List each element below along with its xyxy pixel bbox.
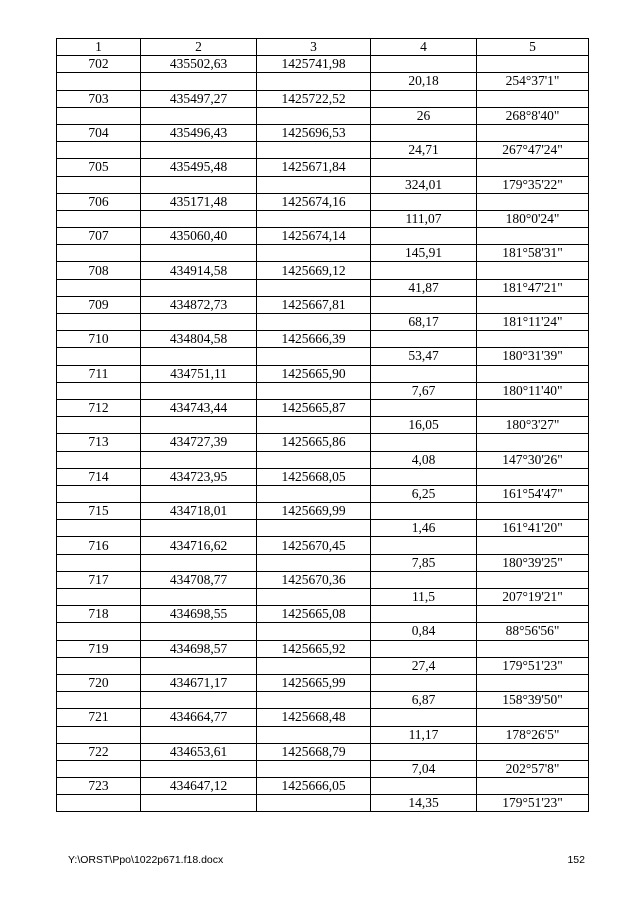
table-row	[57, 417, 589, 434]
table-cell: 161°41'20"	[477, 520, 589, 537]
table-cell: 68,17	[371, 314, 477, 331]
table-cell: 268°8'40"	[477, 107, 589, 124]
table-cell: 254°37'1"	[477, 73, 589, 90]
table-cell	[57, 73, 141, 90]
table-cell	[477, 56, 589, 73]
table-cell	[57, 279, 141, 296]
table-cell	[141, 107, 257, 124]
table-cell	[141, 657, 257, 674]
table-row	[57, 331, 589, 348]
table-row	[57, 537, 589, 554]
table-cell	[371, 365, 477, 382]
table-cell: 718	[57, 606, 141, 623]
table-cell	[477, 778, 589, 795]
table-cell: 1,46	[371, 520, 477, 537]
table-row	[57, 245, 589, 262]
table-cell: 6,87	[371, 692, 477, 709]
table-cell	[57, 520, 141, 537]
table-cell: 1425670,36	[257, 571, 371, 588]
table-cell	[477, 468, 589, 485]
table-cell: 434718,01	[141, 503, 257, 520]
table-row	[57, 365, 589, 382]
table-row	[57, 571, 589, 588]
table-cell	[141, 245, 257, 262]
table-cell	[57, 348, 141, 365]
table-cell: 715	[57, 503, 141, 520]
table-row	[57, 434, 589, 451]
table-cell: 434727,39	[141, 434, 257, 451]
table-row	[57, 228, 589, 245]
table-cell: 435171,48	[141, 193, 257, 210]
table-row	[57, 640, 589, 657]
table-cell	[477, 606, 589, 623]
table-cell	[257, 245, 371, 262]
table-cell	[477, 640, 589, 657]
table-cell: 1425665,08	[257, 606, 371, 623]
table-cell: 11,5	[371, 589, 477, 606]
table-cell: 179°35'22"	[477, 176, 589, 193]
table-row	[57, 468, 589, 485]
table-row	[57, 142, 589, 159]
table-row	[57, 709, 589, 726]
table-cell	[141, 314, 257, 331]
table-row	[57, 485, 589, 502]
table-cell: 434751,11	[141, 365, 257, 382]
footer-file-path: Y:\ORST\Ppo\1022p671.f18.docx	[68, 854, 224, 866]
table-cell: 434708,77	[141, 571, 257, 588]
table-cell	[141, 73, 257, 90]
table-cell: 1425665,87	[257, 399, 371, 416]
table-cell	[477, 331, 589, 348]
table-cell	[371, 778, 477, 795]
table-cell: 434804,58	[141, 331, 257, 348]
table-cell: 720	[57, 674, 141, 691]
table-cell: 324,01	[371, 176, 477, 193]
table-row	[57, 296, 589, 313]
table-row	[57, 503, 589, 520]
table-cell: 707	[57, 228, 141, 245]
table-cell	[57, 314, 141, 331]
table-cell: 434653,61	[141, 743, 257, 760]
table-cell	[477, 296, 589, 313]
table-cell	[477, 434, 589, 451]
table-row	[57, 692, 589, 709]
table-cell	[57, 554, 141, 571]
table-cell: 180°0'24"	[477, 210, 589, 227]
table-cell: 1425669,12	[257, 262, 371, 279]
table-cell: 181°58'31"	[477, 245, 589, 262]
table-cell	[371, 331, 477, 348]
table-cell: 7,67	[371, 382, 477, 399]
table-row	[57, 795, 589, 812]
table-cell	[141, 417, 257, 434]
table-cell	[477, 399, 589, 416]
table-cell: 147°30'26"	[477, 451, 589, 468]
table-cell	[477, 193, 589, 210]
table-row	[57, 314, 589, 331]
table-cell	[57, 176, 141, 193]
table-row	[57, 56, 589, 73]
table-row	[57, 124, 589, 141]
table-cell	[477, 571, 589, 588]
table-cell	[477, 365, 589, 382]
table-cell: 434664,77	[141, 709, 257, 726]
table-cell: 6,25	[371, 485, 477, 502]
table-cell	[57, 142, 141, 159]
table-cell	[371, 709, 477, 726]
table-row	[57, 399, 589, 416]
table-cell	[371, 434, 477, 451]
table-cell: 722	[57, 743, 141, 760]
table-cell: 710	[57, 331, 141, 348]
table-row	[57, 623, 589, 640]
table-row	[57, 73, 589, 90]
table-cell: 20,18	[371, 73, 477, 90]
table-cell	[257, 382, 371, 399]
table-cell	[371, 537, 477, 554]
table-cell: 1425665,86	[257, 434, 371, 451]
table-cell: 1425674,14	[257, 228, 371, 245]
table-cell: 1425668,48	[257, 709, 371, 726]
table-cell: 716	[57, 537, 141, 554]
table-row	[57, 726, 589, 743]
table-row	[57, 589, 589, 606]
table-cell: 180°11'40"	[477, 382, 589, 399]
table-cell	[477, 159, 589, 176]
table-cell	[257, 554, 371, 571]
table-cell: 179°51'23"	[477, 657, 589, 674]
table-row	[57, 743, 589, 760]
table-cell: 704	[57, 124, 141, 141]
table-cell	[257, 210, 371, 227]
table-cell	[257, 692, 371, 709]
table-cell: 717	[57, 571, 141, 588]
table-cell	[477, 228, 589, 245]
table-cell	[57, 107, 141, 124]
table-cell: 434872,73	[141, 296, 257, 313]
table-cell	[477, 503, 589, 520]
table-cell	[477, 537, 589, 554]
table-cell	[371, 606, 477, 623]
table-cell: 714	[57, 468, 141, 485]
table-row	[57, 210, 589, 227]
table-cell	[257, 485, 371, 502]
table-cell: 180°39'25"	[477, 554, 589, 571]
table-cell: 708	[57, 262, 141, 279]
table-cell: 41,87	[371, 279, 477, 296]
table-cell: 14,35	[371, 795, 477, 812]
table-cell	[371, 193, 477, 210]
table-cell	[257, 348, 371, 365]
table-cell	[371, 640, 477, 657]
table-row	[57, 606, 589, 623]
table-cell	[141, 279, 257, 296]
table-cell: 7,85	[371, 554, 477, 571]
table-cell	[141, 623, 257, 640]
table-cell	[57, 245, 141, 262]
table-cell: 1425665,92	[257, 640, 371, 657]
table-cell	[141, 795, 257, 812]
table-cell	[371, 90, 477, 107]
table-cell	[141, 382, 257, 399]
table-cell	[371, 262, 477, 279]
table-cell	[57, 417, 141, 434]
table-cell: 88°56'56"	[477, 623, 589, 640]
table-cell: 181°11'24"	[477, 314, 589, 331]
table-cell: 4,08	[371, 451, 477, 468]
table-cell	[371, 159, 477, 176]
header-cell: 5	[477, 39, 589, 56]
table-row	[57, 159, 589, 176]
table-row	[57, 554, 589, 571]
table-cell: 435497,27	[141, 90, 257, 107]
table-cell: 1425671,84	[257, 159, 371, 176]
table-cell: 709	[57, 296, 141, 313]
table-row	[57, 193, 589, 210]
table-row	[57, 520, 589, 537]
table-cell: 434647,12	[141, 778, 257, 795]
table-cell	[141, 451, 257, 468]
table-row	[57, 262, 589, 279]
table-cell	[141, 554, 257, 571]
table-row	[57, 657, 589, 674]
table-row	[57, 279, 589, 296]
table-cell	[257, 176, 371, 193]
table-cell	[257, 142, 371, 159]
table-cell	[477, 674, 589, 691]
table-cell: 158°39'50"	[477, 692, 589, 709]
table-cell	[141, 520, 257, 537]
table-row	[57, 451, 589, 468]
table-cell: 1425670,45	[257, 537, 371, 554]
table-cell	[57, 623, 141, 640]
table-cell	[257, 520, 371, 537]
table-cell: 435502,63	[141, 56, 257, 73]
table-cell: 702	[57, 56, 141, 73]
table-cell: 178°26'5"	[477, 726, 589, 743]
table-cell: 1425666,39	[257, 331, 371, 348]
table-cell	[57, 726, 141, 743]
table-row	[57, 382, 589, 399]
table-cell: 712	[57, 399, 141, 416]
table-cell	[371, 228, 477, 245]
table-cell: 145,91	[371, 245, 477, 262]
table-cell: 711	[57, 365, 141, 382]
table-cell	[257, 623, 371, 640]
footer-page-number: 152	[567, 854, 585, 866]
table-cell: 27,4	[371, 657, 477, 674]
table-cell	[141, 485, 257, 502]
table-cell	[257, 760, 371, 777]
table-cell: 1425665,90	[257, 365, 371, 382]
table-cell: 179°51'23"	[477, 795, 589, 812]
table-cell: 434698,55	[141, 606, 257, 623]
table-cell	[257, 314, 371, 331]
table-cell	[141, 176, 257, 193]
table-cell: 24,71	[371, 142, 477, 159]
table-cell: 161°54'47"	[477, 485, 589, 502]
table-cell	[371, 674, 477, 691]
table-cell	[57, 210, 141, 227]
table-cell: 26	[371, 107, 477, 124]
table-row	[57, 90, 589, 107]
table-cell: 1425667,81	[257, 296, 371, 313]
table-cell: 434716,62	[141, 537, 257, 554]
table-cell: 7,04	[371, 760, 477, 777]
table-cell	[141, 692, 257, 709]
table-cell	[141, 210, 257, 227]
table-cell	[57, 451, 141, 468]
table-cell: 706	[57, 193, 141, 210]
table-cell: 434671,17	[141, 674, 257, 691]
table-row	[57, 778, 589, 795]
table-cell: 1425668,05	[257, 468, 371, 485]
table-cell: 16,05	[371, 417, 477, 434]
table-cell	[257, 589, 371, 606]
table-cell	[257, 726, 371, 743]
table-cell	[371, 743, 477, 760]
table-cell: 180°3'27"	[477, 417, 589, 434]
table-cell: 1425669,99	[257, 503, 371, 520]
header-cell: 1	[57, 39, 141, 56]
table-cell: 723	[57, 778, 141, 795]
table-row	[57, 760, 589, 777]
table-cell: 434914,58	[141, 262, 257, 279]
table-cell: 1425696,53	[257, 124, 371, 141]
table-cell	[371, 56, 477, 73]
table-cell	[141, 348, 257, 365]
table-cell: 713	[57, 434, 141, 451]
table-row	[57, 107, 589, 124]
table-cell: 703	[57, 90, 141, 107]
table-cell	[257, 451, 371, 468]
table-cell: 202°57'8"	[477, 760, 589, 777]
table-cell	[477, 743, 589, 760]
header-cell: 3	[257, 39, 371, 56]
table-cell: 434723,95	[141, 468, 257, 485]
table-cell	[477, 124, 589, 141]
table-row	[57, 176, 589, 193]
table-cell: 181°47'21"	[477, 279, 589, 296]
table-cell	[477, 709, 589, 726]
table-cell	[57, 692, 141, 709]
table-cell	[141, 760, 257, 777]
header-row	[57, 39, 589, 56]
table-cell: 719	[57, 640, 141, 657]
table-row	[57, 674, 589, 691]
table-cell	[141, 589, 257, 606]
table-cell: 1425665,99	[257, 674, 371, 691]
table-cell	[57, 485, 141, 502]
table-cell	[371, 124, 477, 141]
table-cell	[371, 296, 477, 313]
coordinates-table	[56, 38, 589, 812]
table-cell	[57, 382, 141, 399]
table-cell: 53,47	[371, 348, 477, 365]
table-cell	[371, 571, 477, 588]
table-cell	[257, 795, 371, 812]
table-cell: 435060,40	[141, 228, 257, 245]
table-cell	[57, 760, 141, 777]
table-cell	[257, 657, 371, 674]
table-cell	[257, 107, 371, 124]
table-cell	[57, 657, 141, 674]
table-cell	[141, 142, 257, 159]
table-cell	[371, 468, 477, 485]
table-cell: 111,07	[371, 210, 477, 227]
table-cell: 1425674,16	[257, 193, 371, 210]
table-cell	[141, 726, 257, 743]
header-cell: 4	[371, 39, 477, 56]
table-cell: 1425722,52	[257, 90, 371, 107]
header-cell: 2	[141, 39, 257, 56]
table-cell: 0,84	[371, 623, 477, 640]
table-cell	[57, 589, 141, 606]
table-cell	[371, 399, 477, 416]
table-cell	[257, 417, 371, 434]
table-cell	[477, 90, 589, 107]
table-cell: 1425668,79	[257, 743, 371, 760]
table-cell	[257, 279, 371, 296]
table-row	[57, 348, 589, 365]
table-cell	[371, 503, 477, 520]
table-cell: 435496,43	[141, 124, 257, 141]
table-cell: 1425741,98	[257, 56, 371, 73]
table-cell: 1425666,05	[257, 778, 371, 795]
table-cell: 207°19'21"	[477, 589, 589, 606]
table-cell: 180°31'39"	[477, 348, 589, 365]
table-cell: 11,17	[371, 726, 477, 743]
table-cell: 721	[57, 709, 141, 726]
table-cell: 434698,57	[141, 640, 257, 657]
table-cell	[257, 73, 371, 90]
table-cell: 267°47'24"	[477, 142, 589, 159]
table-cell	[477, 262, 589, 279]
table-cell: 705	[57, 159, 141, 176]
table-cell	[57, 795, 141, 812]
table-cell: 434743,44	[141, 399, 257, 416]
table-cell: 435495,48	[141, 159, 257, 176]
table-body	[57, 39, 589, 812]
